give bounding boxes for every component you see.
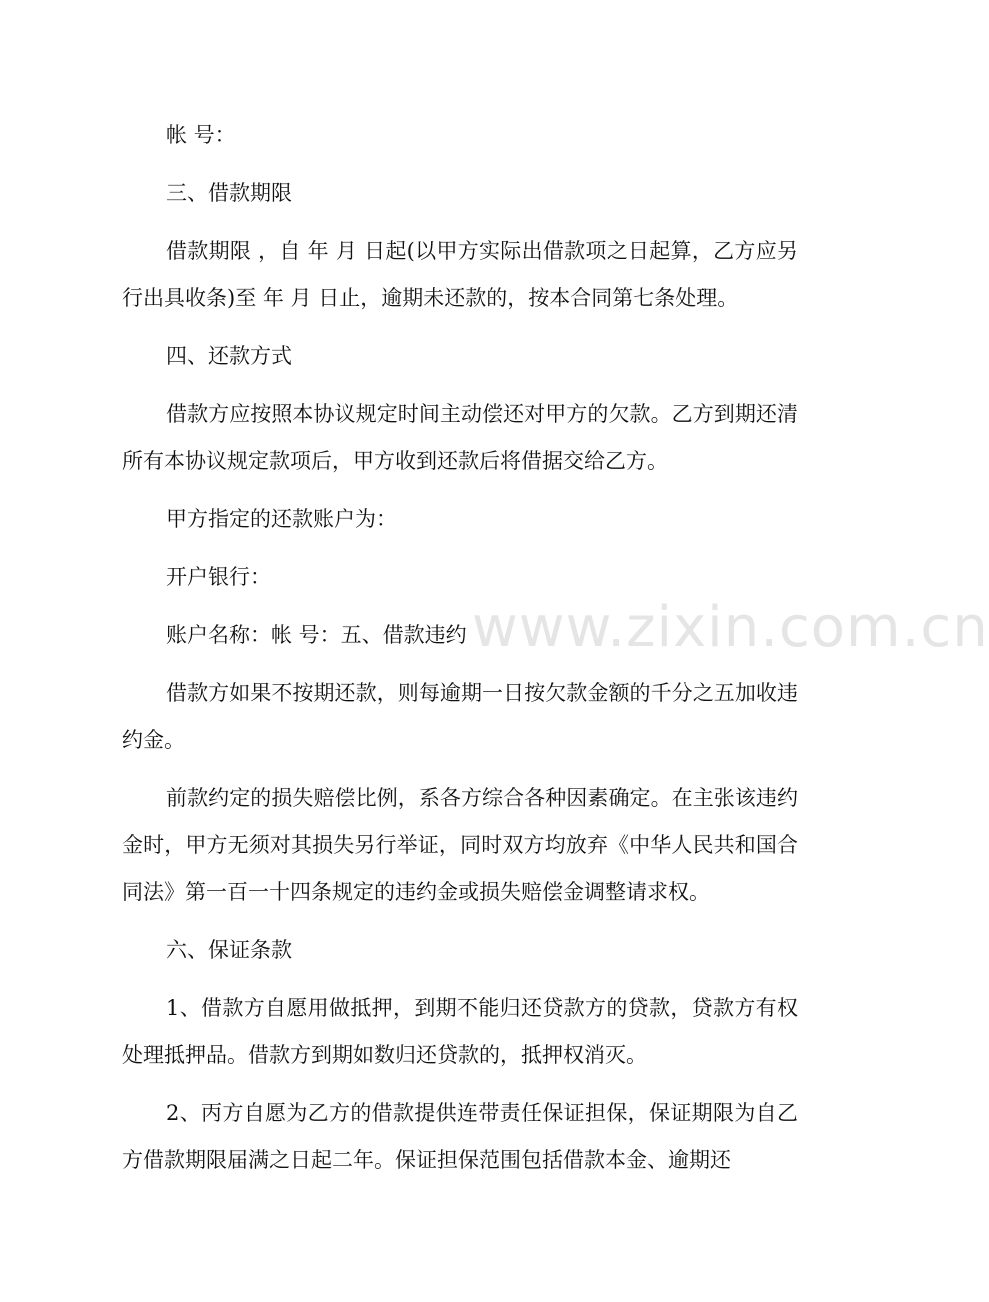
repayment-paragraph: 借款方应按照本协议规定时间主动偿还对甲方的欠款。乙方到期还清所有本协议规定款项后，甲方收到还款后将借据交给乙方。: [122, 402, 798, 473]
section-heading-guarantee: 六、保证条款: [166, 938, 292, 962]
section-heading-loan-term: 三、借款期限: [166, 181, 292, 205]
guarantee-clause-2: 2、丙方自愿为乙方的借款提供连带责任保证担保，保证期限为自乙方借款期限届满之日起二年。保证担保范围包括借款本金、逾期还: [122, 1101, 798, 1172]
account-name-line: 账户名称：帐 号：五、借款违约: [166, 623, 467, 647]
guarantee-clause-1: 1、借款方自愿用做抵押，到期不能归还贷款方的贷款，贷款方有权处理抵押品。借款方到期如数归还贷款的，抵押权消灭。: [122, 996, 798, 1067]
default-penalty-paragraph: 借款方如果不按期还款，则每逾期一日按欠款金额的千分之五加收违约金。: [122, 681, 798, 752]
bank-line: 开户银行：: [166, 565, 271, 589]
watermark: www.zixin.com.cn: [472, 595, 989, 660]
damages-ratio-paragraph: 前款约定的损失赔偿比例，系各方综合各种因素确定。在主张该违约金时，甲方无须对其损失另行举证，同时双方均放弃《中华人民共和国合同法》第一百一十四条规定的违约金或损失赔偿金调整请求权。: [122, 786, 798, 904]
repayment-account-line: 甲方指定的还款账户为：: [166, 507, 397, 531]
document-body: [122, 112, 798, 1195]
section-heading-repayment-method: 四、还款方式: [166, 344, 292, 368]
loan-term-paragraph: 借款期限 ，自 年 月 日起(以甲方实际出借款项之日起算，乙方应另行出具收条)至 年 月 日止，逾期未还款的，按本合同第七条处理。: [122, 239, 798, 310]
account-number-line: 帐 号：: [166, 123, 236, 147]
